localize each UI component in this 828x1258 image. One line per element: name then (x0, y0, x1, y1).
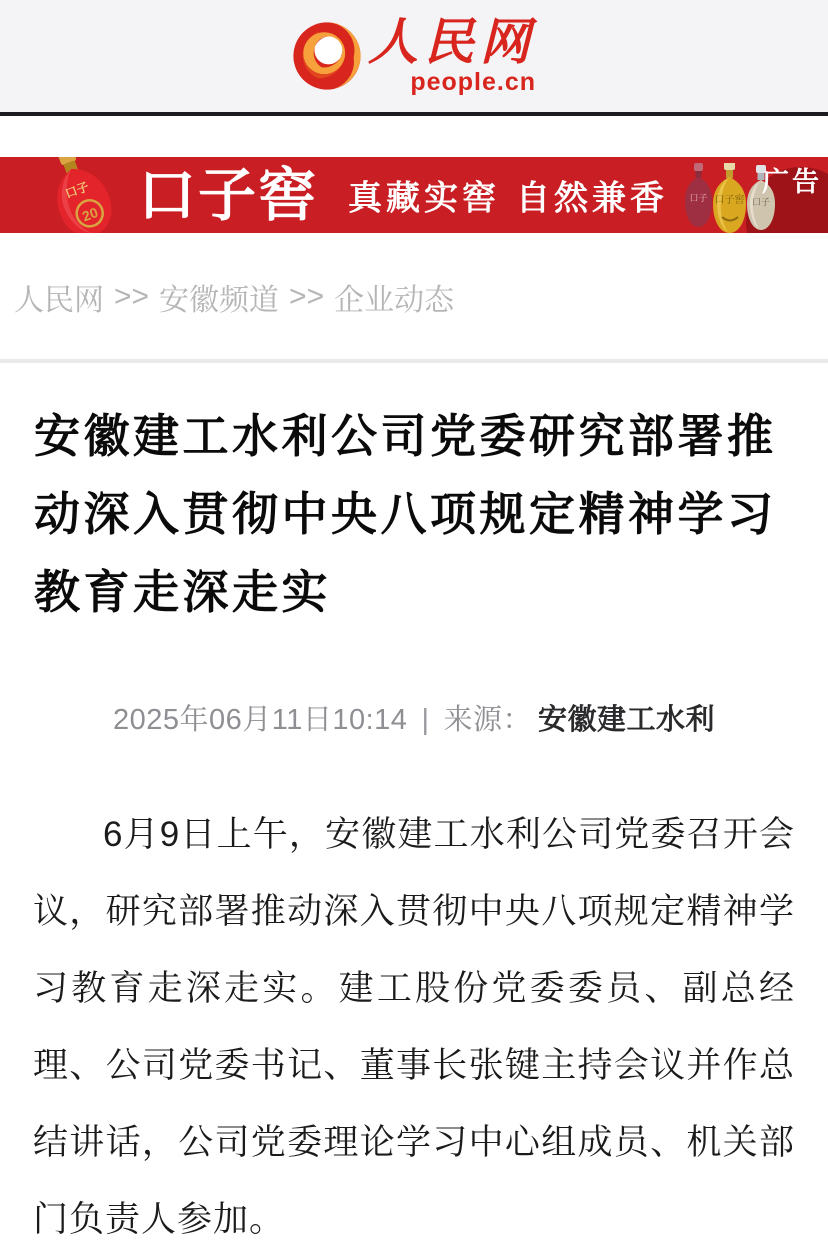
svg-text:20: 20 (79, 204, 101, 225)
ad-banner[interactable] (0, 157, 828, 233)
ad-brand-name: 口子窖 (138, 161, 319, 229)
logo-chinese-text: 人民网 (368, 14, 536, 70)
breadcrumb-separator: >> (289, 280, 325, 313)
svg-text:口子: 口子 (689, 193, 708, 203)
article-date: 2025年06月11日10:14 (112, 704, 408, 736)
people-cn-logo[interactable] (292, 14, 536, 96)
source-name: 安徽建工水利 (538, 704, 716, 736)
breadcrumb-item-anhui-channel[interactable]: 安徽频道 (159, 284, 280, 317)
logo-domain-text: people.cn (410, 68, 536, 96)
ad-slogan (348, 171, 668, 220)
breadcrumb (0, 233, 828, 359)
article (0, 397, 828, 1258)
header-spacer (0, 116, 828, 157)
ad-corner-badge: 广告 (762, 167, 822, 197)
breadcrumb-item-enterprise-news[interactable]: 企业动态 (334, 284, 455, 317)
ad-slogan-part1: 真藏实窖 (348, 179, 500, 218)
ad-slogan-part2: 自然兼香 (516, 179, 668, 218)
article-title: 安徽建工水利公司党委研究部署推动深入贯彻中央八项规定精神学习教育走深走实 (34, 410, 777, 618)
article-paragraph: 6月9日上午，安徽建工水利公司党委召开会议，研究部署推动深入贯彻中央八项规定精神学习教育走深走实。建工股份党委委员、副总经理、公司党委书记、董事长张键主持会议并作总结讲话，公司党委理论学习中心组成员、机关部门负责人参加。 (33, 815, 795, 1239)
section-divider (0, 359, 828, 363)
people-cn-flame-icon (292, 21, 362, 91)
breadcrumb-separator: >> (114, 280, 150, 313)
breadcrumb-item-people[interactable]: 人民网 (14, 284, 104, 317)
meta-separator: | (421, 704, 430, 736)
liquor-bottle-icon (22, 157, 137, 233)
svg-text:口子: 口子 (63, 179, 91, 201)
source-label: 来源： (443, 704, 532, 736)
site-header (0, 0, 828, 112)
article-meta (0, 697, 828, 738)
article-body (33, 796, 795, 1258)
svg-text:口子: 口子 (751, 197, 771, 207)
svg-text:口子窖: 口子窖 (714, 195, 745, 206)
